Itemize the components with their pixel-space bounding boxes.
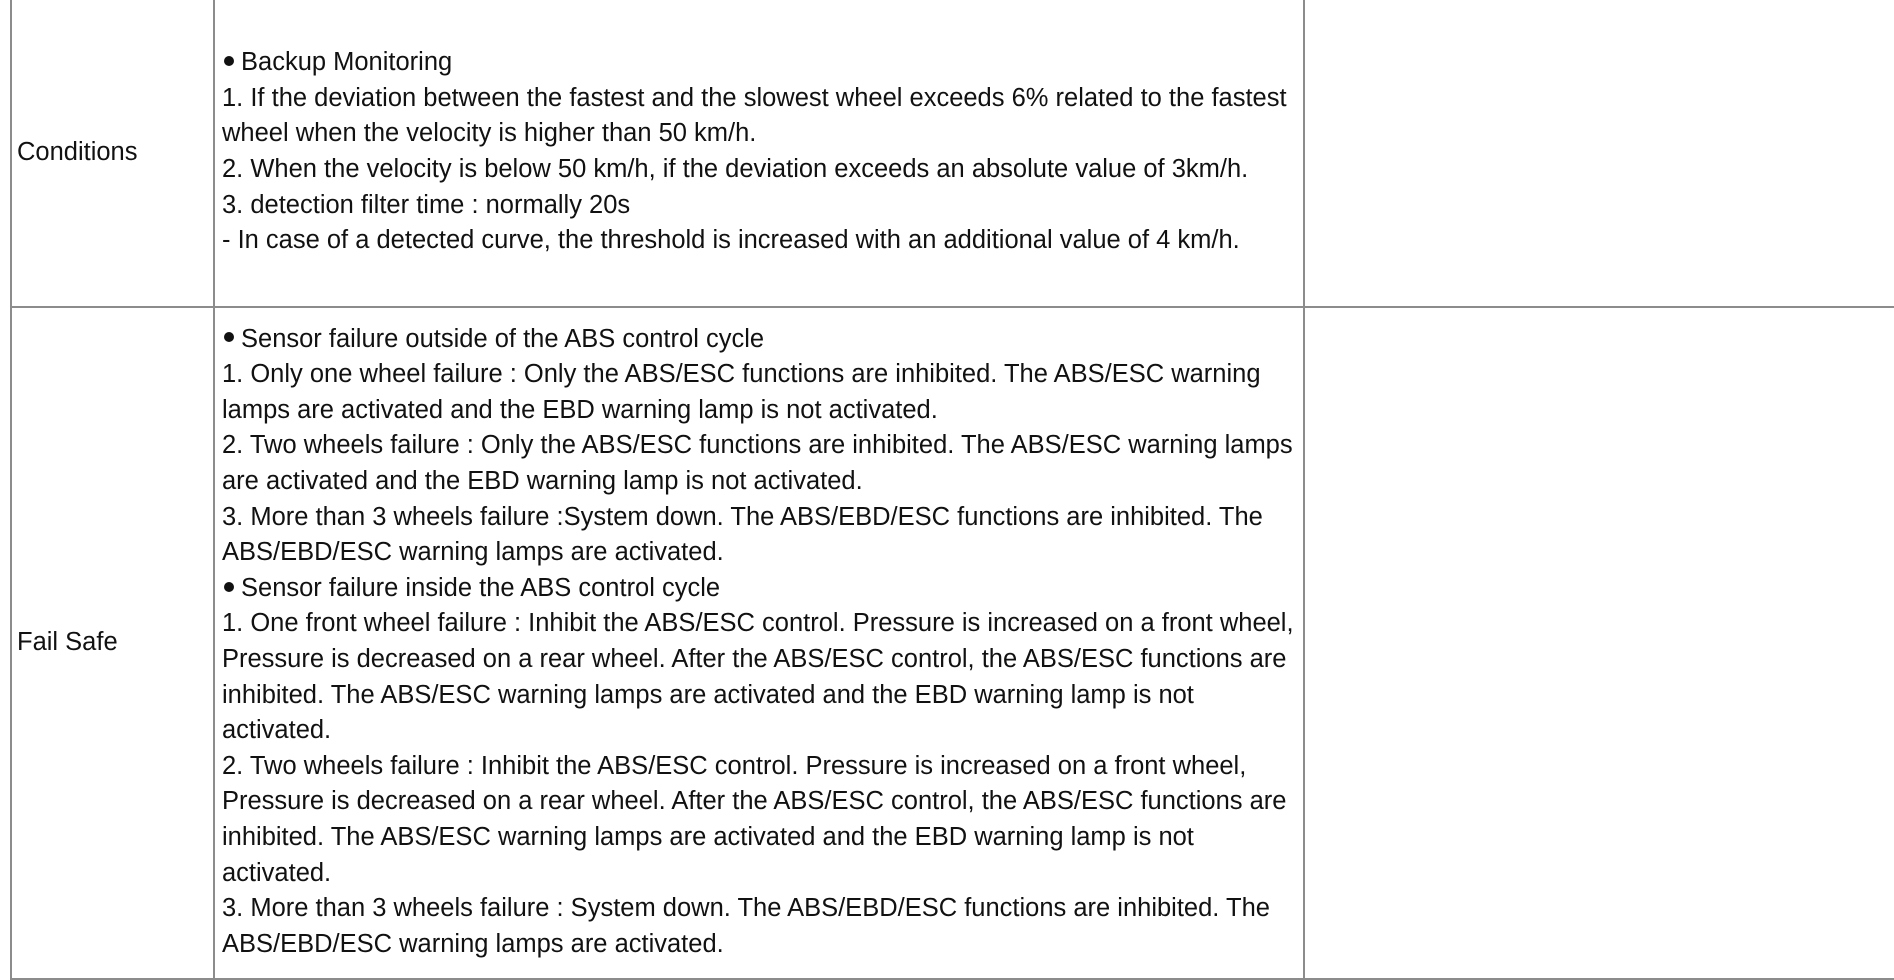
section-heading (222, 571, 1295, 607)
list-item: 2. When the velocity is below 50 km/h, if the deviation exceeds an absolute value of 3km/h. (222, 155, 1249, 183)
section-heading-text: Backup Monitoring (241, 48, 453, 77)
bullet-icon (224, 332, 234, 342)
table-row-fail-safe (11, 307, 1894, 979)
section-heading-text: Sensor failure inside the ABS control cycle (241, 573, 721, 602)
bullet-icon (224, 582, 234, 592)
list-item: 3. More than 3 wheels failure :System down. The ABS/EBD/ESC functions are inhibited. The ABS/EBD/ESC warning lamps are activated. (222, 502, 1263, 567)
row-label-fail-safe: Fail Safe (11, 307, 214, 979)
section-heading (222, 322, 1295, 358)
section-heading-text: Sensor failure outside of the ABS control cycle (241, 324, 765, 353)
row-label-conditions: Conditions (11, 0, 214, 307)
table-row-conditions (11, 0, 1894, 307)
section-heading (222, 45, 1295, 81)
empty-cell (1304, 307, 1894, 979)
list-item: 3. detection filter time : normally 20s (222, 190, 631, 219)
list-item: 2. Two wheels failure : Only the ABS/ESC functions are inhibited. The ABS/ESC warning lamps are activated and the EBD warning lamp is not activated. (222, 431, 1293, 496)
specification-table (10, 0, 1894, 980)
empty-cell (1304, 0, 1894, 307)
list-item: 1. One front wheel failure : Inhibit the ABS/ESC control. Pressure is increased on a front wheel, Pressure is decreased on a rear wheel. After the ABS/ESC control, the ABS/ESC functions are inhibited. The ABS/ESC warning lamps are activated and the EBD warning lamp is not activated. (222, 609, 1294, 745)
list-item: 1. If the deviation between the fastest and the slowest wheel exceeds 6% related to the fastest wheel when the velocity is higher than 50 km/h. (222, 83, 1287, 148)
list-item: 1. Only one wheel failure : Only the ABS/ESC functions are inhibited. The ABS/ESC warning lamps are activated and the EBD warning lamp is not activated. (222, 360, 1261, 424)
bullet-icon (224, 56, 234, 66)
conditions-content (214, 0, 1304, 307)
list-item: 2. Two wheels failure : Inhibit the ABS/ESC control. Pressure is increased on a front wheel, Pressure is decreased on a rear wheel. After the ABS/ESC control, the ABS/ESC functions are inhibited. The ABS/ESC warning lamps are activated and the EBD warning lamp is not activated. (222, 751, 1287, 887)
list-item: 3. More than 3 wheels failure : System down. The ABS/EBD/ESC functions are inhibited. The ABS/EBD/ESC warning lamps are activated. (222, 894, 1270, 958)
list-item: - In case of a detected curve, the threshold is increased with an additional value of 4 km/h. (222, 226, 1240, 255)
fail-safe-content (214, 307, 1304, 979)
